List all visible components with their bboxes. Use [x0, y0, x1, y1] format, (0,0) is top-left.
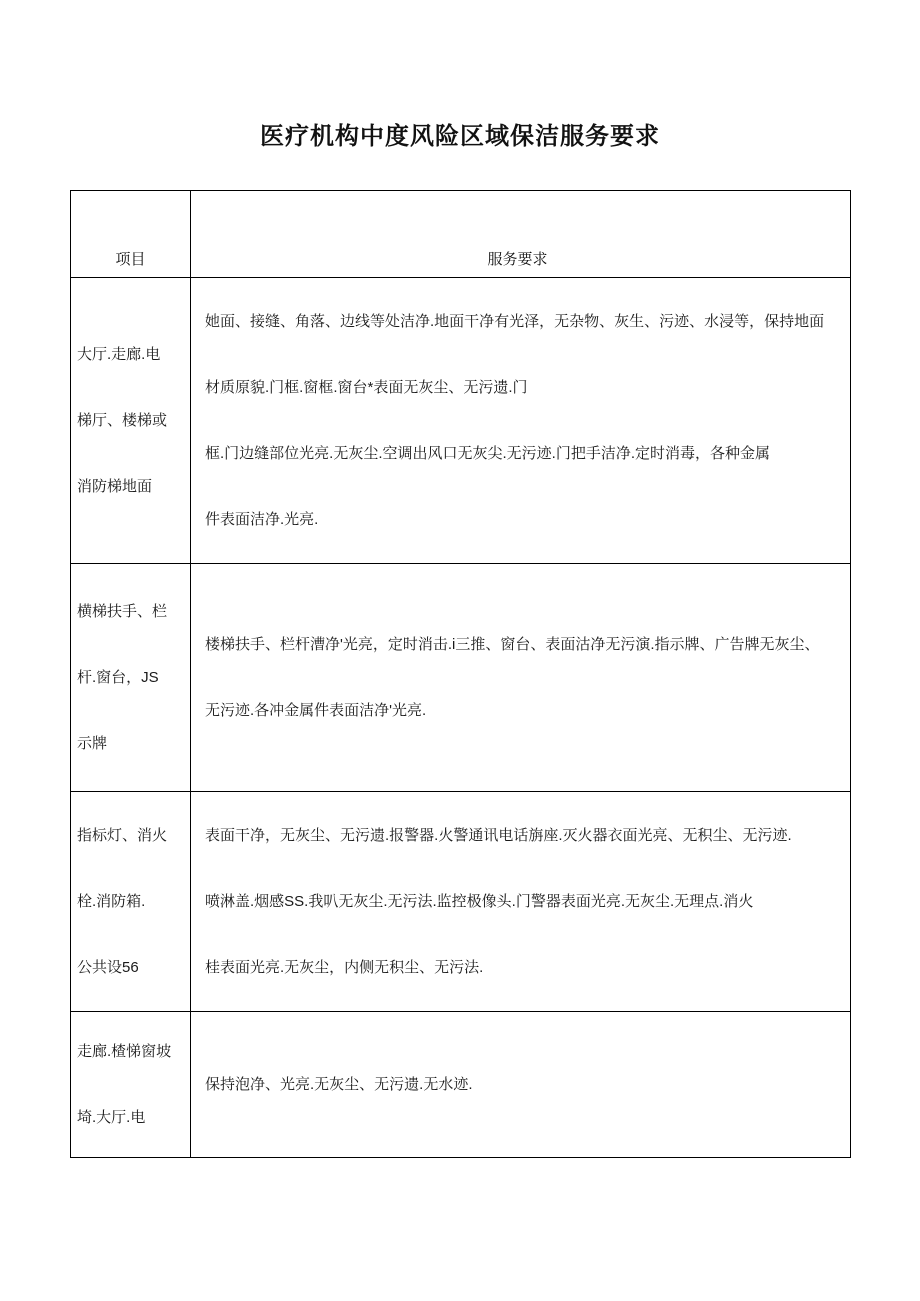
table-row: [71, 1011, 850, 1157]
item-text-line: 埼.大厅.电: [77, 1108, 146, 1126]
requirements-cell: [191, 1012, 850, 1157]
item-text-line: 指标灯、消火: [77, 826, 168, 844]
item-text-line: 消防梯地面: [77, 477, 153, 495]
requirement-text-line: 楼梯扶手、栏杆漕净'光亮，定时消击.i三推、窗台、表面沽净无污演.指示牌、广告牌无灰尘、: [205, 635, 820, 653]
item-cell: [71, 278, 191, 563]
table-row: [71, 791, 850, 1011]
column-header-requirements: 服务要求: [487, 251, 548, 268]
item-text-line: 横梯扶手、栏: [77, 602, 168, 620]
table-header-row: [71, 191, 850, 277]
table-row: [71, 563, 850, 791]
item-text-line: 走廊.楂悌窗坡: [77, 1042, 172, 1060]
item-cell: [71, 792, 191, 1011]
requirement-text-line: 件表面洁净.光亮.: [205, 510, 319, 528]
requirements-cell: [191, 792, 850, 1011]
item-cell: [71, 564, 191, 791]
item-text-line: 示牌: [77, 734, 108, 752]
requirement-text-line: 框.门边缝部位光亮.无灰尘.空调出风口无灰尖.无污迹.门把手洁净.定时消毒，各种金属: [205, 444, 771, 462]
requirement-text-line: 材质原貌.门框.窗框.窗台*表面无灰尘、无污遗.门: [205, 378, 528, 396]
column-header-item: 项目: [115, 251, 146, 268]
table-row: [71, 277, 850, 563]
requirement-text-line: 喷淋盖.烟感SS.我叭无灰尘.无污法.监控极像头.门警器表面光亮.无灰尘.无理点.消火: [205, 892, 754, 910]
requirements-header-cell: [191, 191, 850, 277]
item-text-line: 梯厅、楼梯或: [77, 411, 168, 429]
requirement-text-line: 她面、接缝、角落、边线等处洁净.地面干净有光泽，无杂物、灰生、污迹、水浸等，保持地面: [205, 312, 825, 330]
requirements-cell: [191, 564, 850, 791]
document-title: 医疗机构中度风险区域保洁服务要求: [260, 123, 660, 150]
item-header-cell: [71, 191, 191, 277]
requirement-text-line: 无污迹.各冲金属件表面洁净'光亮.: [205, 701, 427, 719]
item-cell: [71, 1012, 191, 1157]
item-text-line: 杆.窗台，JS: [77, 668, 159, 686]
item-text-line: 栓.消防箱.: [77, 892, 146, 910]
requirements-cell: [191, 278, 850, 563]
requirement-text-line: 保持泡净、光亮.无灰尘、无污遗.无水迹.: [205, 1075, 473, 1093]
item-text-line: 公共设56: [77, 958, 139, 976]
requirement-text-line: 桂表面光亮.无灰尘，内侧无积尘、无污法.: [205, 958, 484, 976]
requirements-table: [70, 190, 851, 1158]
requirement-text-line: 表面干净，无灰尘、无污遗.报警器.火警通讯电话旃座.灭火器衣面光亮、无积尘、无污迹.: [205, 826, 792, 844]
item-text-line: 大厅.走廊.电: [77, 345, 161, 363]
